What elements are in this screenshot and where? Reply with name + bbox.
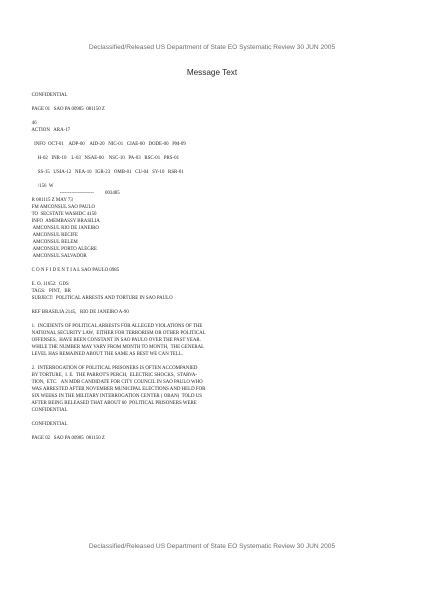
message-line: H-02 INR-10 L-03 NSAE-00 NSC-10 PA-03 RSC-01 PRS-01 [28, 156, 180, 161]
declassification-header: Declassified/Released US Department of State EO Systematic Review 30 JUN 2005 [88, 44, 336, 51]
message-line: CONFIDENTIAL [28, 408, 68, 413]
message-line: PAGE 01 SAO PA 00985 081150 Z [28, 107, 105, 112]
message-line: AMCONSUL RIO DE JANEIRO [28, 226, 99, 231]
page-title: Message Text [186, 68, 238, 77]
message-line: AMCONSUL PORTO ALEGRE [28, 247, 97, 252]
message-line: WAS ARRESTED AFTER NOVEMBER MUNICIPAL ELECTIONS AND HELD FOR [28, 387, 206, 392]
message-line [28, 148, 408, 155]
message-line: INFO AMEMBASSY BRASILIA [28, 219, 100, 224]
message-line: --------------------- 003485 [28, 191, 120, 196]
message-line [28, 428, 408, 435]
message-line: REF BRASILIA 2145, RIO DE JANEIRO A-90 [28, 310, 129, 315]
message-line: ACTION ARA-17 [28, 128, 71, 133]
declassification-footer: Declassified/Released US Department of State EO Systematic Review 30 JUN 2005 [88, 543, 336, 550]
message-line [28, 99, 408, 106]
message-line [28, 134, 408, 141]
message-line: AMCONSUL BELEM [28, 240, 78, 245]
message-line: SIX WEEKS IN THE MILITARY INTERROGATION CENTER ( OBAN) TOLD US [28, 394, 203, 399]
message-line [28, 113, 408, 120]
message-line: SS-15 USIA-12 NEA-10 IGR-23 OMB-01 CU-04 SY-10 RSR-01 [28, 170, 184, 175]
message-line: 46 [28, 121, 37, 126]
message-line: TO SECSTATE WASHDC 4150 [28, 212, 97, 217]
message-line: FM AMCONSUL SAO PAULO [28, 205, 96, 210]
message-line: WHILE THE NUMBER MAY VARY FROM MONTH TO MONTH, THE GENERAL [28, 345, 205, 350]
message-line: LEVEL HAS REMAINED ABOUT THE SAME AS BEST WE CAN TELL. [28, 352, 184, 357]
message-line: PAGE 02 SAO PA 00985 081150 Z [28, 436, 105, 441]
message-line: TAGS: PINT, BR [28, 289, 71, 294]
message-line: BY TORTURE, I. E. THE PARROT'S PERCH, ELECTRIC SHOCKS, STARVA- [28, 373, 198, 378]
message-line [28, 176, 408, 183]
message-line [28, 316, 408, 323]
message-line: CONFIDENTIAL [28, 93, 68, 98]
message-line: NATIONAL SECURITY LAW, EITHER FOR TERRORISM OR OTHER POLITICAL [28, 331, 206, 336]
message-line: TION, ETC. AN MDB CANDIDATE FOR CITY COUNCIL IN SAO PAULO WHO [28, 380, 203, 385]
message-line [28, 358, 408, 365]
message-line: C O N F I D E N T I A L SAO PAULO 0985 [28, 268, 120, 273]
message-body [28, 92, 408, 442]
message-line [28, 162, 408, 169]
message-line: R 081115 Z MAY 73 [28, 198, 73, 203]
message-line: /156 W [28, 184, 54, 189]
message-line: 2. INTERROGATION OF POLITICAL PRISONERS IS OFTEN ACCOMPANIED [28, 366, 198, 371]
message-line: AMCONSUL RECIFE [28, 233, 78, 238]
message-line: AMCONSUL SALVADOR [28, 254, 87, 259]
message-line: SUBJECT: POLITICAL ARRESTS AND TORTURE IN SAO PAULO [28, 296, 173, 301]
message-line: AFTER BEING RELEASED THAT ABOUT 60 POLITICAL PRISONERS WERE [28, 401, 197, 406]
message-line [28, 260, 408, 267]
message-line [28, 274, 408, 281]
message-line [28, 414, 408, 421]
message-line: E. O. 11652: GDS [28, 282, 69, 287]
message-line [28, 302, 408, 309]
message-line: OFFENSES, HAVE BEEN CONSTANT IN SAO PAULO OVER THE PAST YEAR. [28, 338, 201, 343]
message-line: INFO OCT-01 ADP-00 AID-20 NIC-01 CIAE-00 DODE-00 PM-09 [28, 142, 186, 147]
message-line: 1. INCIDENTS OF POLITICAL ARRESTS FOR ALLEGED VIOLATIONS OF THE [28, 324, 203, 329]
message-line: CONFIDENTIAL [28, 422, 68, 427]
